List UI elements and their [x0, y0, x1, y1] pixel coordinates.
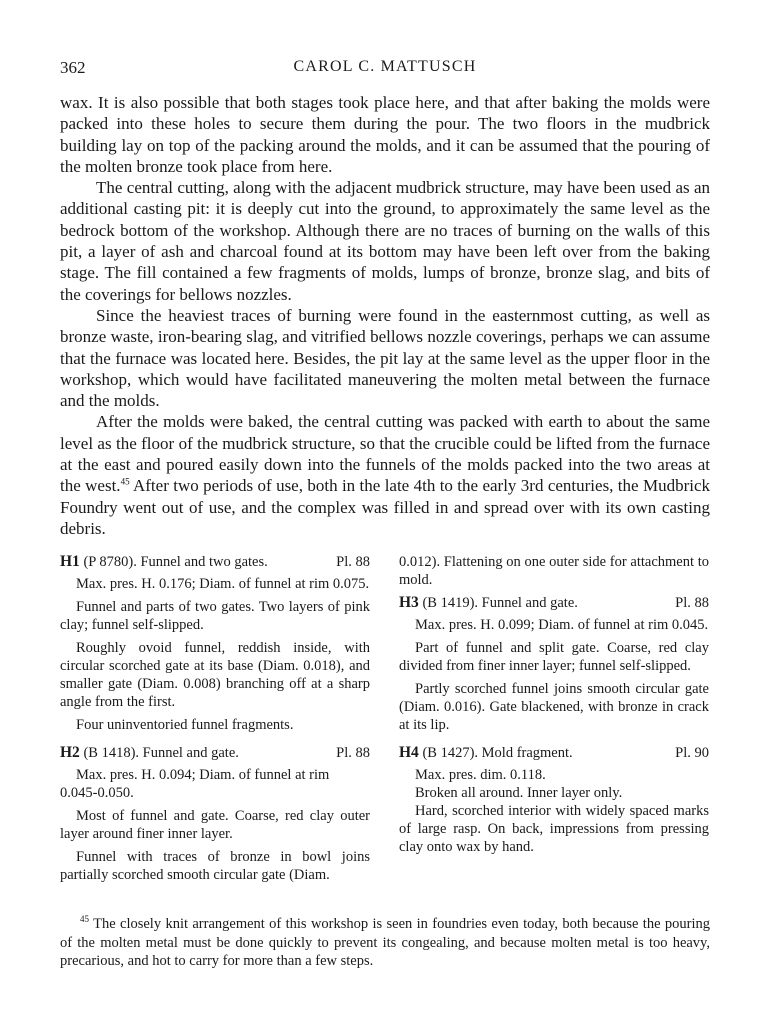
entry-inventory: (B 1419). Funnel and gate. — [422, 595, 578, 611]
entry-id: H4 — [399, 744, 419, 761]
catalogue-column-right — [399, 553, 709, 856]
entry-description: Partly scorched funnel joins smooth circular gate (Diam. 0.016). Gate blackened, with bronze in crack at its lip. — [399, 681, 709, 733]
catalogue — [60, 553, 710, 893]
body-text — [60, 92, 710, 539]
body-paragraph: The central cutting, along with the adjacent mudbrick structure, may have been used as an additional casting pit: it is deeply cut into the ground, to approximately the same level as the bedrock bottom of the workshop. Although there are no traces of burning on the walls of this pit, a layer of ash and charcoal found at its bottom may have been left over from the baking stage. The fill contained a few fragments of molds, lumps of bronze, bronze slag, and bits of the coverings for bellows nozzles. — [60, 178, 710, 304]
plate-reference: Pl. 88 — [336, 554, 370, 570]
entry-description: Broken all around. Inner layer only. — [415, 785, 623, 801]
entry-description-continued: 0.012). Flattening on one outer side for attachment to mold. — [399, 554, 709, 588]
entry-dimensions: Max. pres. H. 0.094; Diam. of funnel at rim 0.045-0.050. — [60, 767, 330, 801]
catalogue-entry-heading — [399, 594, 709, 612]
entry-note: Four uninventoried funnel fragments. — [76, 717, 294, 733]
running-head — [60, 58, 710, 80]
plate-reference: Pl. 88 — [336, 745, 370, 761]
entry-inventory: (B 1427). Mold fragment. — [422, 745, 573, 761]
plate-reference: Pl. 90 — [675, 745, 709, 761]
footnote-text — [60, 915, 710, 971]
entry-description: Hard, scorched interior with widely spaced marks of large rasp. On back, impressions from pressing clay onto wax by hand. — [399, 803, 709, 855]
entry-inventory: (P 8780). Funnel and two gates. — [83, 554, 268, 570]
entry-inventory: (B 1418). Funnel and gate. — [83, 745, 239, 761]
catalogue-entry-heading — [60, 553, 370, 571]
body-paragraph: Since the heaviest traces of burning were found in the easternmost cutting, as well as bronze waste, iron-bearing slag, and vitrified bellows nozzle coverings, perhaps we can assume that the furnace was located here. Besides, the pit lay at the same level as the upper floor in the workshop, which would have facilitated maneuvering the molten metal between the furnace and the molds. — [60, 305, 710, 411]
paragraph-text: After the molds were baked, the central cutting was packed with earth to about the same level as the floor of the mudbrick structure, so that the crucible could be lifted from the furnace at the east and poured easily down into the funnels of the molds packed into the two areas at the west. — [60, 412, 710, 496]
entry-description: Funnel with traces of bronze in bowl joins partially scorched smooth circular gate (Diam. — [60, 849, 370, 883]
catalogue-column-left — [60, 553, 370, 884]
entry-id: H2 — [60, 744, 80, 761]
paragraph-text: After two periods of use, both in the late 4th to the early 3rd centuries, the Mudbrick Foundry went out of use, and the complex was filled in and spread over with its own casting debris. — [60, 476, 710, 538]
catalogue-entry-heading — [60, 744, 370, 762]
page-number: 362 — [60, 58, 86, 77]
entry-dimensions: Max. pres. H. 0.099; Diam. of funnel at rim 0.045. — [415, 617, 709, 633]
entry-dimensions: Max. pres. H. 0.176; Diam. of funnel at rim 0.075. — [76, 576, 370, 592]
footnote-body: The closely knit arrangement of this workshop is seen in foundries even today, both because the pouring of the molten metal must be done quickly to prevent its congealing, and because molten metal is too heavy, precarious, and hot to carry for more than a few steps. — [60, 916, 710, 969]
entry-description: Part of funnel and split gate. Coarse, red clay divided from finer inner layer; funnel self-slipped. — [399, 640, 709, 674]
entry-dimensions: Max. pres. dim. 0.118. — [415, 767, 546, 783]
entry-id: H1 — [60, 553, 80, 570]
entry-description: Funnel and parts of two gates. Two layers of pink clay; funnel self-slipped. — [60, 599, 370, 633]
body-paragraph — [60, 411, 710, 539]
footnote — [60, 915, 710, 971]
entry-description: Roughly ovoid funnel, reddish inside, with circular scorched gate at its base (Diam. 0.018), and smaller gate (Diam. 0.008) branching off at a sharp angle from the first. — [60, 640, 370, 710]
body-paragraph: wax. It is also possible that both stages took place here, and that after baking the molds were packed into these holes to secure them during the pour. The two floors in the mudbrick building lay on top of the packing around the molds, and it can be assumed that the pouring of the molten bronze took place from here. — [60, 93, 710, 176]
footnote-reference[interactable]: 45 — [120, 476, 130, 487]
footnote-number: 45 — [80, 914, 89, 925]
entry-description: Most of funnel and gate. Coarse, red clay outer layer around finer inner layer. — [60, 808, 370, 842]
entry-id: H3 — [399, 594, 419, 611]
plate-reference: Pl. 88 — [675, 595, 709, 611]
running-title: CAROL C. MATTUSCH — [293, 58, 477, 75]
catalogue-entry-heading — [399, 744, 709, 762]
